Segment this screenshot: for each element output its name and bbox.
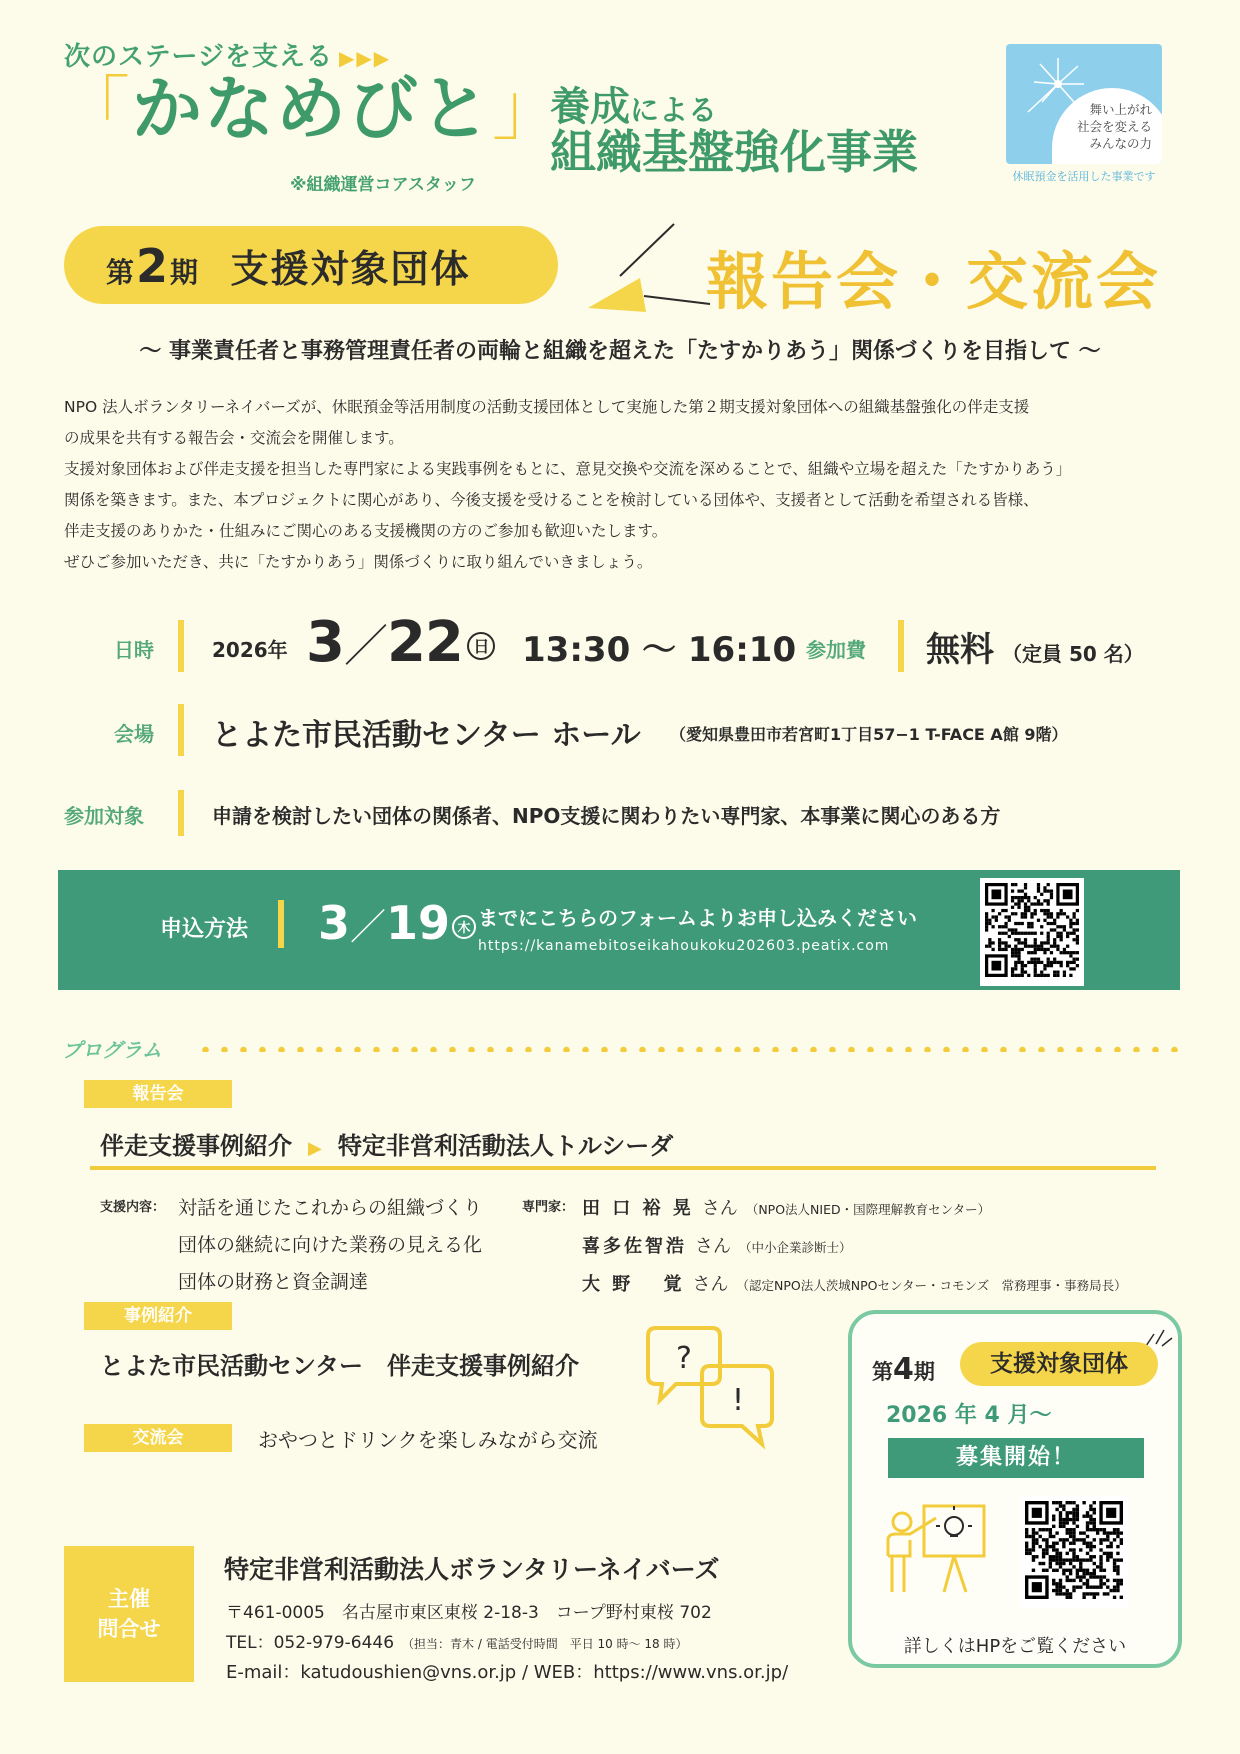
project-title-line1a: 養成 (550, 84, 630, 130)
expert-label: 専門家： (522, 1200, 575, 1215)
speech-bubbles-icon (640, 1324, 780, 1454)
description-line: 関係を築きます。また、本プロジェクトに関心があり、今後支援を受けることを検討している団体や、支援者として活動を希望される皆様、 (64, 491, 1039, 509)
project-title-line2: 組織基盤強化事業 (550, 125, 918, 179)
event-dow: 日 (467, 632, 495, 660)
venue-address: （愛知県豊田市若宮町1丁目57−1 T-FACE A館 9階） (670, 725, 1068, 744)
tel-number[interactable]: TEL：052-979-6446 (226, 1633, 395, 1653)
logo-text-2: 社会を変える (1076, 118, 1152, 134)
program-heading: プログラム (62, 1038, 162, 1062)
description-line: NPO 法人ボランタリーネイバーズが、休眠預金等活用制度の活動支援団体として実施した第２期支援対象団体への組織基盤強化の伴走支援 (64, 398, 1030, 416)
target-label: 参加対象 (64, 804, 144, 828)
support-item: 対話を通じたこれからの組織づくり (178, 1197, 483, 1219)
apply-deadline: 3／19 木 (318, 896, 476, 950)
jirei-tag: 事例紹介 (84, 1302, 232, 1330)
qr-code-icon (985, 883, 1079, 977)
event-time: 13:30 〜 16:10 (522, 630, 797, 670)
expert-row: 大 野 覚 さん （認定NPO法人茨城NPOセンター・コモンズ 常務理事・事務局長） (582, 1274, 1127, 1295)
project-title-line1b: による (630, 93, 718, 127)
description-line: 支援対象団体および伴走支援を担当した専門家による実践事例をもとに、意見交換や交流を深めることで、組織や立場を超えた「たすかりあう」 (64, 460, 1072, 478)
apply-month: 3 (318, 896, 351, 950)
event-day: 22 (386, 610, 463, 675)
koryu-tag: 交流会 (84, 1424, 232, 1452)
venue-divider (178, 704, 184, 756)
brand-text: かなめびと (132, 68, 492, 150)
presenter-icon (880, 1496, 990, 1606)
support-item: 団体の財務と資金調達 (178, 1271, 369, 1293)
apply-day: 19 (386, 896, 451, 950)
case-underline (90, 1166, 1156, 1170)
contact-label: 問合せ (97, 1617, 161, 1641)
svg-text:?: ? (676, 1341, 692, 1376)
case-title-a: 伴走支援事例紹介 (100, 1132, 292, 1160)
support-items (178, 1190, 482, 1301)
event-title: 報告会・交流会 (706, 245, 1162, 318)
fee-amount: 無料 (926, 630, 994, 670)
event-month: 3 (306, 610, 344, 675)
expert-row: 田 口 裕 晃 さん （NPO法人NIED・国際理解教育センター） (582, 1198, 991, 1219)
project-title (550, 84, 918, 179)
case-title-b: 特定非営利活動法人トルシーダ (337, 1132, 674, 1160)
koryu-text: おやつとドリンクを楽しみながら交流 (258, 1428, 598, 1452)
apply-dow: 木 (452, 915, 476, 939)
date-label: 日時 (114, 638, 154, 662)
fee-divider (898, 620, 904, 672)
logo-text-1: 舞い上がれ (1089, 102, 1152, 117)
organizer-contact[interactable]: E-mail：katudoushien@vns.or.jp / WEB：https://www.vns.or.jp/ (226, 1662, 789, 1683)
apply-qr-code[interactable] (980, 878, 1084, 986)
tel-note: （担当：青木 / 電話受付時間 平日 10 時〜 18 時） (402, 1637, 688, 1651)
report-tag: 報告会 (84, 1080, 232, 1108)
capacity: （定員 50 名） (1002, 642, 1144, 666)
brand-note: ※組織運営コアスタッフ (290, 175, 476, 195)
description-line: ぜひご参加いただき、共に「たすかりあう」関係づくりに取り組んでいきましょう。 (64, 553, 653, 571)
period4-footer: 詳しくはHPをご覧ください (903, 1636, 1127, 1657)
organizer-label-box (64, 1546, 194, 1682)
apply-url-link[interactable]: https://kanamebitoseikahoukoku202603.peatix.com (478, 938, 890, 954)
expert-row: 喜多佐智浩 さん （中小企業診断士） (582, 1236, 852, 1257)
target-audience: 申請を検討したい団体の関係者、NPO支援に関わりたい専門家、本事業に関心のある方 (212, 804, 1001, 828)
event-date: 3／22 日 (306, 610, 495, 675)
fee-value (926, 622, 1144, 671)
period4-label: 第4期 (872, 1352, 935, 1387)
support-label: 支援内容： (100, 1200, 166, 1215)
megaphone-icon (584, 216, 714, 316)
tagline-arrows: ▶▶▶ (338, 46, 392, 70)
recruitment-band: 募集開始！ (888, 1438, 1144, 1478)
description-line: の成果を共有する報告会・交流会を開催します。 (64, 429, 404, 447)
support-item: 団体の継続に向けた業務の見える化 (178, 1234, 483, 1256)
organizer-tel (226, 1628, 688, 1653)
dotted-divider (196, 1046, 1178, 1052)
triangle-icon: ▶ (308, 1138, 322, 1159)
event-year: 2026年 (212, 638, 288, 662)
svg-text:!: ! (731, 1383, 745, 1418)
organizer-label: 主催 (108, 1587, 150, 1611)
logo-text-3: みんなの力 (1089, 135, 1152, 151)
description (64, 392, 1178, 578)
target-divider (178, 790, 184, 836)
experts-list (582, 1190, 1127, 1304)
period4-date: 2026 年 4 月〜 (886, 1403, 1052, 1428)
hp-qr-code[interactable] (1020, 1496, 1128, 1608)
qr-code-icon (1025, 1501, 1123, 1599)
apply-label: 申込方法 (160, 917, 249, 942)
logo-subtext: 休眠預金を活用した事業です (1012, 170, 1156, 183)
event-subtitle: 〜 事業責任者と事務管理責任者の両輪と組織を超えた「たすかりあう」関係づくりを目指して 〜 (139, 339, 1101, 364)
apply-divider (278, 900, 284, 948)
period4-pill: 支援対象団体 (960, 1342, 1158, 1386)
organizer-address: 〒461-0005 名古屋市東区東桜 2-18-3 コープ野村東桜 702 (226, 1603, 712, 1623)
fund-logo (1006, 44, 1162, 164)
case-title (100, 1126, 673, 1161)
apply-instruction: までにこちらのフォームよりお申し込みください (478, 906, 917, 930)
date-divider (178, 620, 184, 672)
period-label: 第2期 支援対象団体 (106, 239, 471, 293)
jirei-title: とよた市民活動センター 伴走支援事例紹介 (100, 1352, 580, 1380)
venue-name: とよた市民活動センター ホール (212, 718, 641, 753)
venue-label: 会場 (114, 722, 154, 746)
tagline-text: 次のステージを支える (64, 42, 333, 72)
description-line: 伴走支援のありかた・仕組みにご関心のある支援機関の方のご参加も歓迎いたします。 (64, 522, 668, 540)
organizer-name: 特定非営利活動法人ボランタリーネイバーズ (224, 1555, 720, 1584)
fee-label: 参加費 (806, 638, 866, 662)
brand-title: 「かなめびと」 (60, 68, 564, 150)
